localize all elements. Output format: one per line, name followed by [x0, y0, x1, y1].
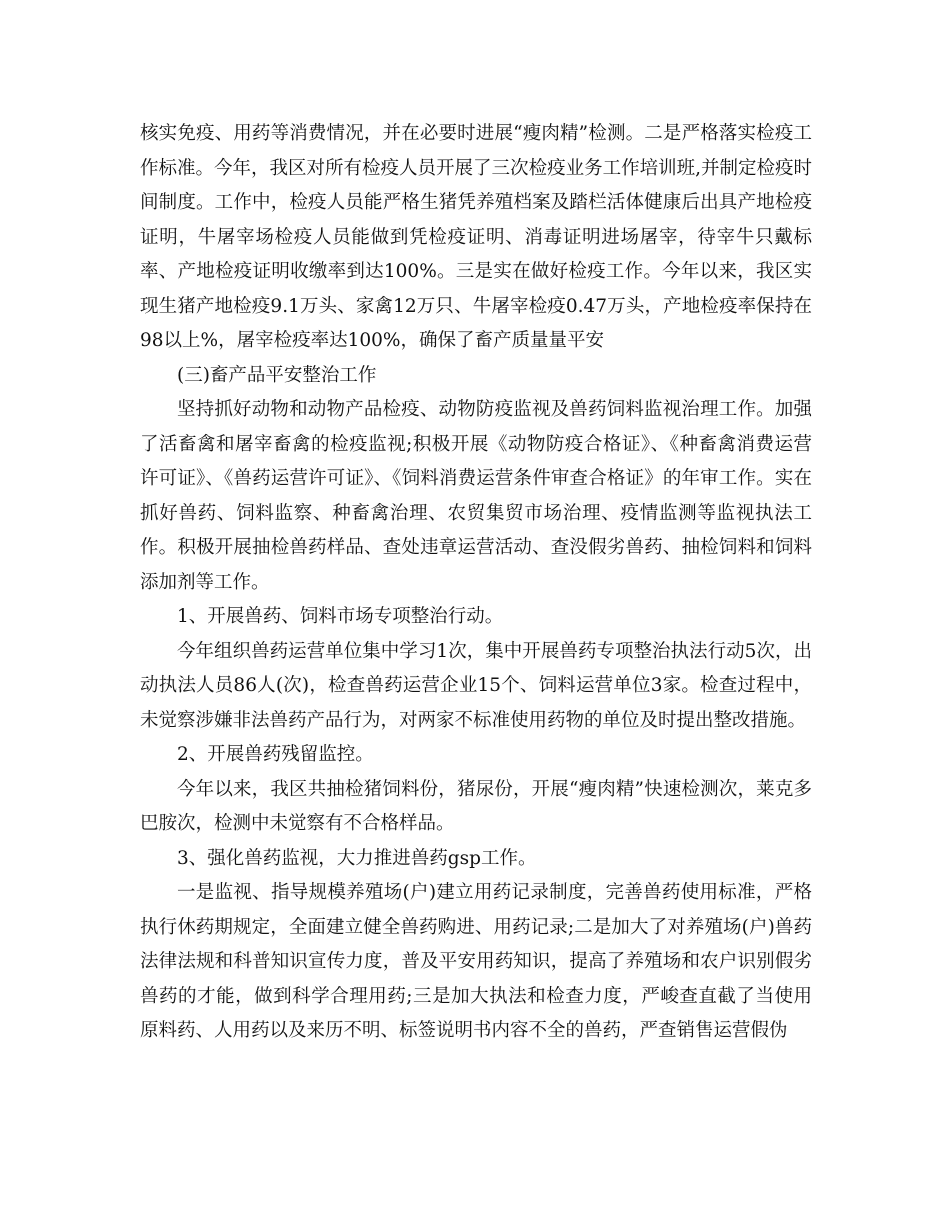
subheading-gsp-work: 3、强化兽药监视，大力推进兽药gsp工作。	[177, 847, 537, 869]
paragraph-quarantine-supervision: 坚持抓好动物和动物产品检疫、动物防疫监视及兽药饲料监视治理工作。加强了活畜禽和屠宰畜禽的检疫监视;积极开展《动物防疫合格证》、《种畜禽消费运营许可证》、《兽药运营许可证》、《饲料消费运营条件审查合格证》的年审工作。实在抓好兽药、饲料监察、种畜禽治理、农贸集贸市场治理、疫情监测等监视执法工作。积极开展抽检兽药样品、查处违章运营活动、查没假劣兽药、抽检饲料和饲料添加剂等工作。	[140, 399, 812, 593]
paragraph-residue-monitoring: 今年以来，我区共抽检猪饲料份，猪尿份，开展“瘦肉精”快速检测次，莱克多巴胺次，检测中未觉察有不合格样品。	[140, 778, 812, 834]
paragraph-gsp-work: 一是监视、指导规模养殖场(户)建立用药记录制度，完善兽药使用标准，严格执行休药期规定，全面建立健全兽药购进、用药记录;二是加大了对养殖场(户)兽药法律法规和科普知识宣传力度，普及平安用药知识，提高了养殖场和农户识别假劣兽药的才能，做到科学合理用药;三是加大执法和检查力度，严峻查直截了当使用原料药、人用药以及来历不明、标签说明书内容不全的兽药，严查销售运营假伪	[140, 882, 812, 1041]
document-page	[140, 117, 812, 1049]
section-heading-livestock-safety: (三)畜产品平安整治工作	[177, 364, 377, 386]
subheading-market-rectification: 1、开展兽药、饲料市场专项整治行动。	[177, 606, 504, 627]
paragraph-market-rectification: 今年组织兽药运营单位集中学习1次，集中开展兽药专项整治执法行动5次，出动执法人员86人(次)，检查兽药运营企业15个、饲料运营单位3家。检查过程中，未觉察涉嫌非法兽药产品行为，对两家不标准使用药物的单位及时提出整改措施。	[140, 640, 812, 731]
paragraph-quarantine-standards: 核实免疫、用药等消费情况，并在必要时进展“瘦肉精”检测。二是严格落实检疫工作标准。今年，我区对所有检疫人员开展了三次检疫业务工作培训班,并制定检疫时间制度。工作中，检疫人员能严格生猪凭养殖档案及踏栏活体健康后出具产地检疫证明，牛屠宰场检疫人员能做到凭检疫证明、消毒证明进场屠宰，待宰牛只戴标率、产地检疫证明收缴率到达100%。三是实在做好检疫工作。今年以来，我区实现生猪产地检疫9.1万头、家禽12万只、牛屠宰检疫0.47万头，产地检疫率保持在98以上%，屠宰检疫率达100%，确保了畜产质量量平安	[140, 123, 812, 351]
subheading-residue-monitoring: 2、开展兽药残留监控。	[177, 744, 374, 765]
